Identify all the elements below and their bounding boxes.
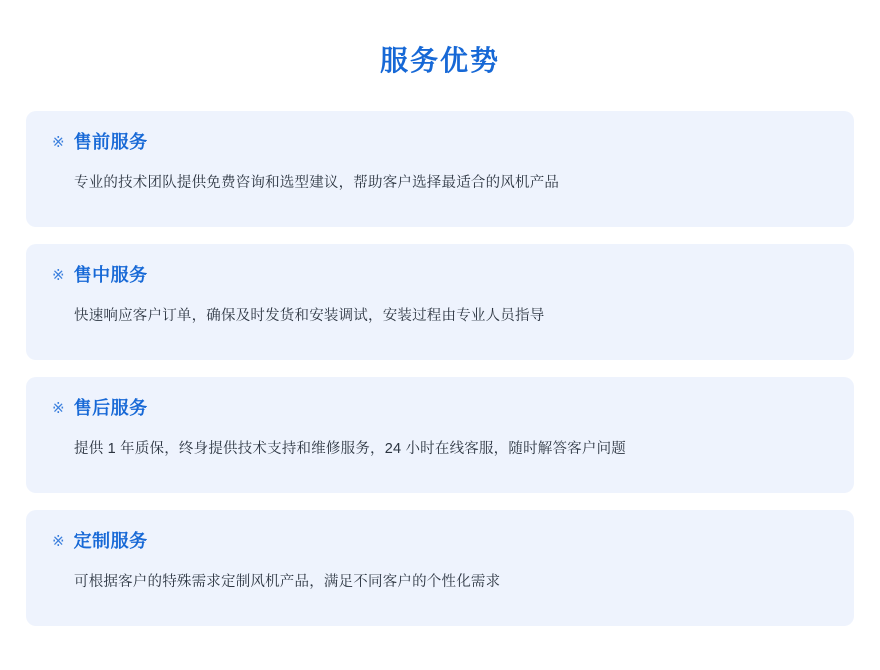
page-title: 服务优势 <box>379 45 500 76</box>
card-title: 定制服务 <box>73 530 148 551</box>
card-description: 可根据客户的特殊需求定制风机产品，满足不同客户的个性化需求 <box>74 573 501 590</box>
card-title: 售前服务 <box>73 131 148 152</box>
asterisk-icon: ※ <box>52 533 65 551</box>
asterisk-icon: ※ <box>52 134 65 152</box>
service-card-aftersale <box>26 377 854 493</box>
card-header <box>52 532 828 550</box>
card-header <box>52 266 828 284</box>
card-title: 售后服务 <box>73 397 148 418</box>
card-header <box>52 399 828 417</box>
card-title: 售中服务 <box>73 264 148 285</box>
card-header <box>52 133 828 151</box>
card-description: 提供 1 年质保，终身提供技术支持和维修服务，24 小时在线客服，随时解答客户问题 <box>74 440 626 457</box>
service-card-presale <box>26 111 854 227</box>
service-card-list <box>0 111 880 626</box>
card-description: 专业的技术团队提供免费咨询和选型建议，帮助客户选择最适合的风机产品 <box>74 174 560 191</box>
service-card-during-sale <box>26 244 854 360</box>
service-card-custom <box>26 510 854 626</box>
asterisk-icon: ※ <box>52 267 65 285</box>
card-description: 快速响应客户订单，确保及时发货和安装调试，安装过程由专业人员指导 <box>74 307 545 324</box>
asterisk-icon: ※ <box>52 400 65 418</box>
